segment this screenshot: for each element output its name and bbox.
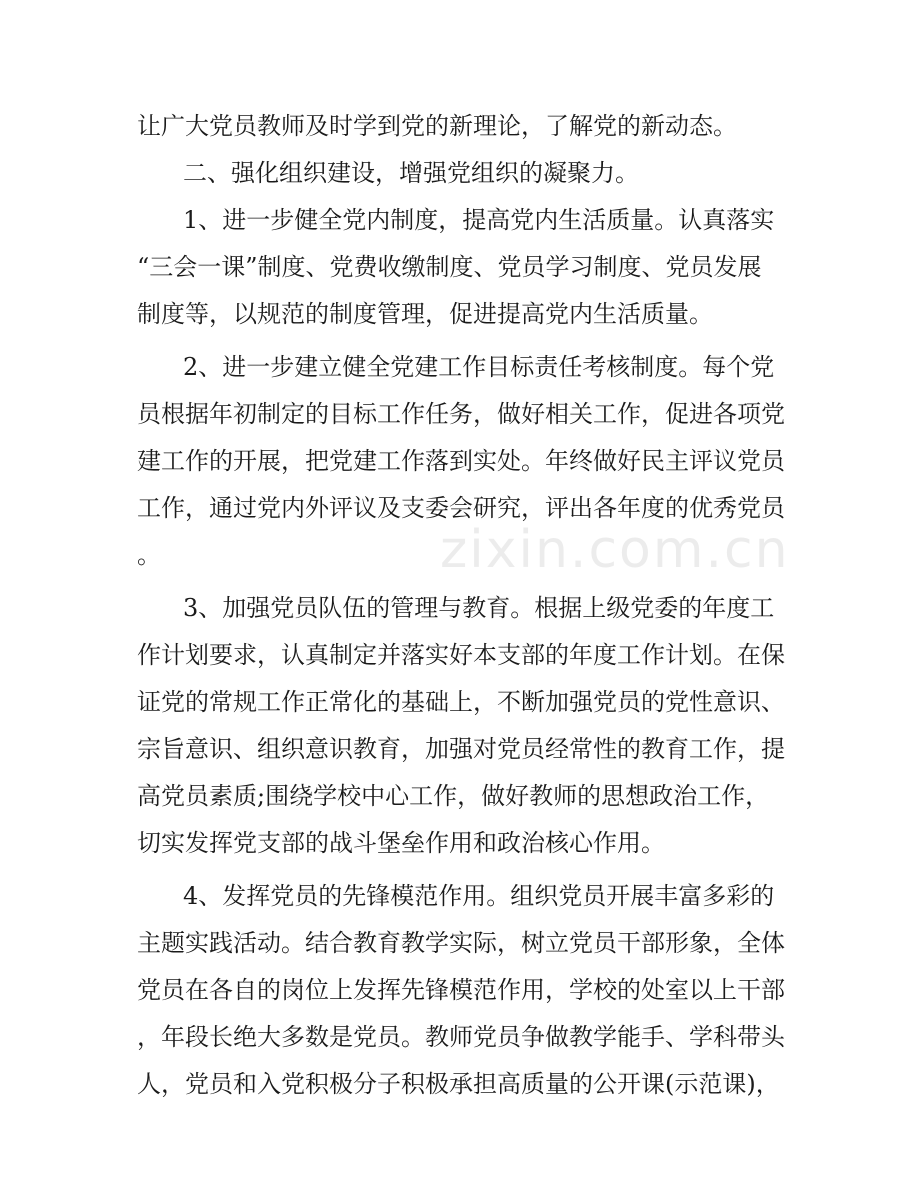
paragraph-line: 建工作的开展，把党建工作落到实处。年终做好民主评议党员: [137, 447, 785, 475]
paragraph-line: “三会一课”制度、党费收缴制度、党员学习制度、党员发展: [137, 253, 762, 281]
paragraph-line: 高党员素质;围绕学校中心工作，做好教师的思想政治工作，: [137, 782, 770, 810]
paragraph-line: 3、加强党员队伍的管理与教育。根据上级党委的年度工: [183, 594, 775, 622]
section-heading: 二、强化组织建设，增强党组织的凝聚力。: [183, 159, 639, 187]
paragraph-line: 切实发挥党支部的战斗堡垒作用和政治核心作用。: [137, 829, 665, 857]
paragraph-line: 4、发挥党员的先锋模范作用。组织党员开展丰富多彩的: [183, 882, 775, 910]
paragraph-line: 。: [137, 541, 161, 569]
document-body: [137, 103, 797, 1108]
paragraph-line: 员根据年初制定的目标工作任务，做好相关工作，促进各项党: [137, 400, 785, 428]
paragraph-line: 作计划要求，认真制定并落实好本支部的年度工作计划。在保: [137, 641, 785, 669]
paragraph-line: 让广大党员教师及时学到党的新理论，了解党的新动态。: [137, 112, 737, 140]
paragraph-line: 2、进一步建立健全党建工作目标责任考核制度。每个党: [183, 353, 775, 381]
paragraph-line: 制度等，以规范的制度管理，促进提高党内生活质量。: [137, 300, 713, 328]
paragraph-line: 人，党员和入党积极分子积极承担高质量的公开课(示范课)，: [137, 1070, 780, 1098]
paragraph-line: 党员在各自的岗位上发挥先锋模范作用，学校的处室以上干部: [137, 976, 785, 1004]
paragraph-line: 1、进一步健全党内制度，提高党内生活质量。认真落实: [183, 206, 775, 234]
paragraph-line: ，年段长绝大多数是党员。教师党员争做教学能手、学科带头: [137, 1023, 785, 1051]
watermark: zixin.com.cn: [440, 520, 790, 580]
paragraph-line: 宗旨意识、组织意识教育，加强对党员经常性的教育工作，提: [137, 735, 785, 763]
paragraph-line: 工作，通过党内外评议及支委会研究，评出各年度的优秀党员: [137, 494, 785, 522]
paragraph-line: 证党的常规工作正常化的基础上，不断加强党员的党性意识、: [137, 688, 785, 716]
paragraph-line: 主题实践活动。结合教育教学实际，树立党员干部形象，全体: [137, 929, 785, 957]
